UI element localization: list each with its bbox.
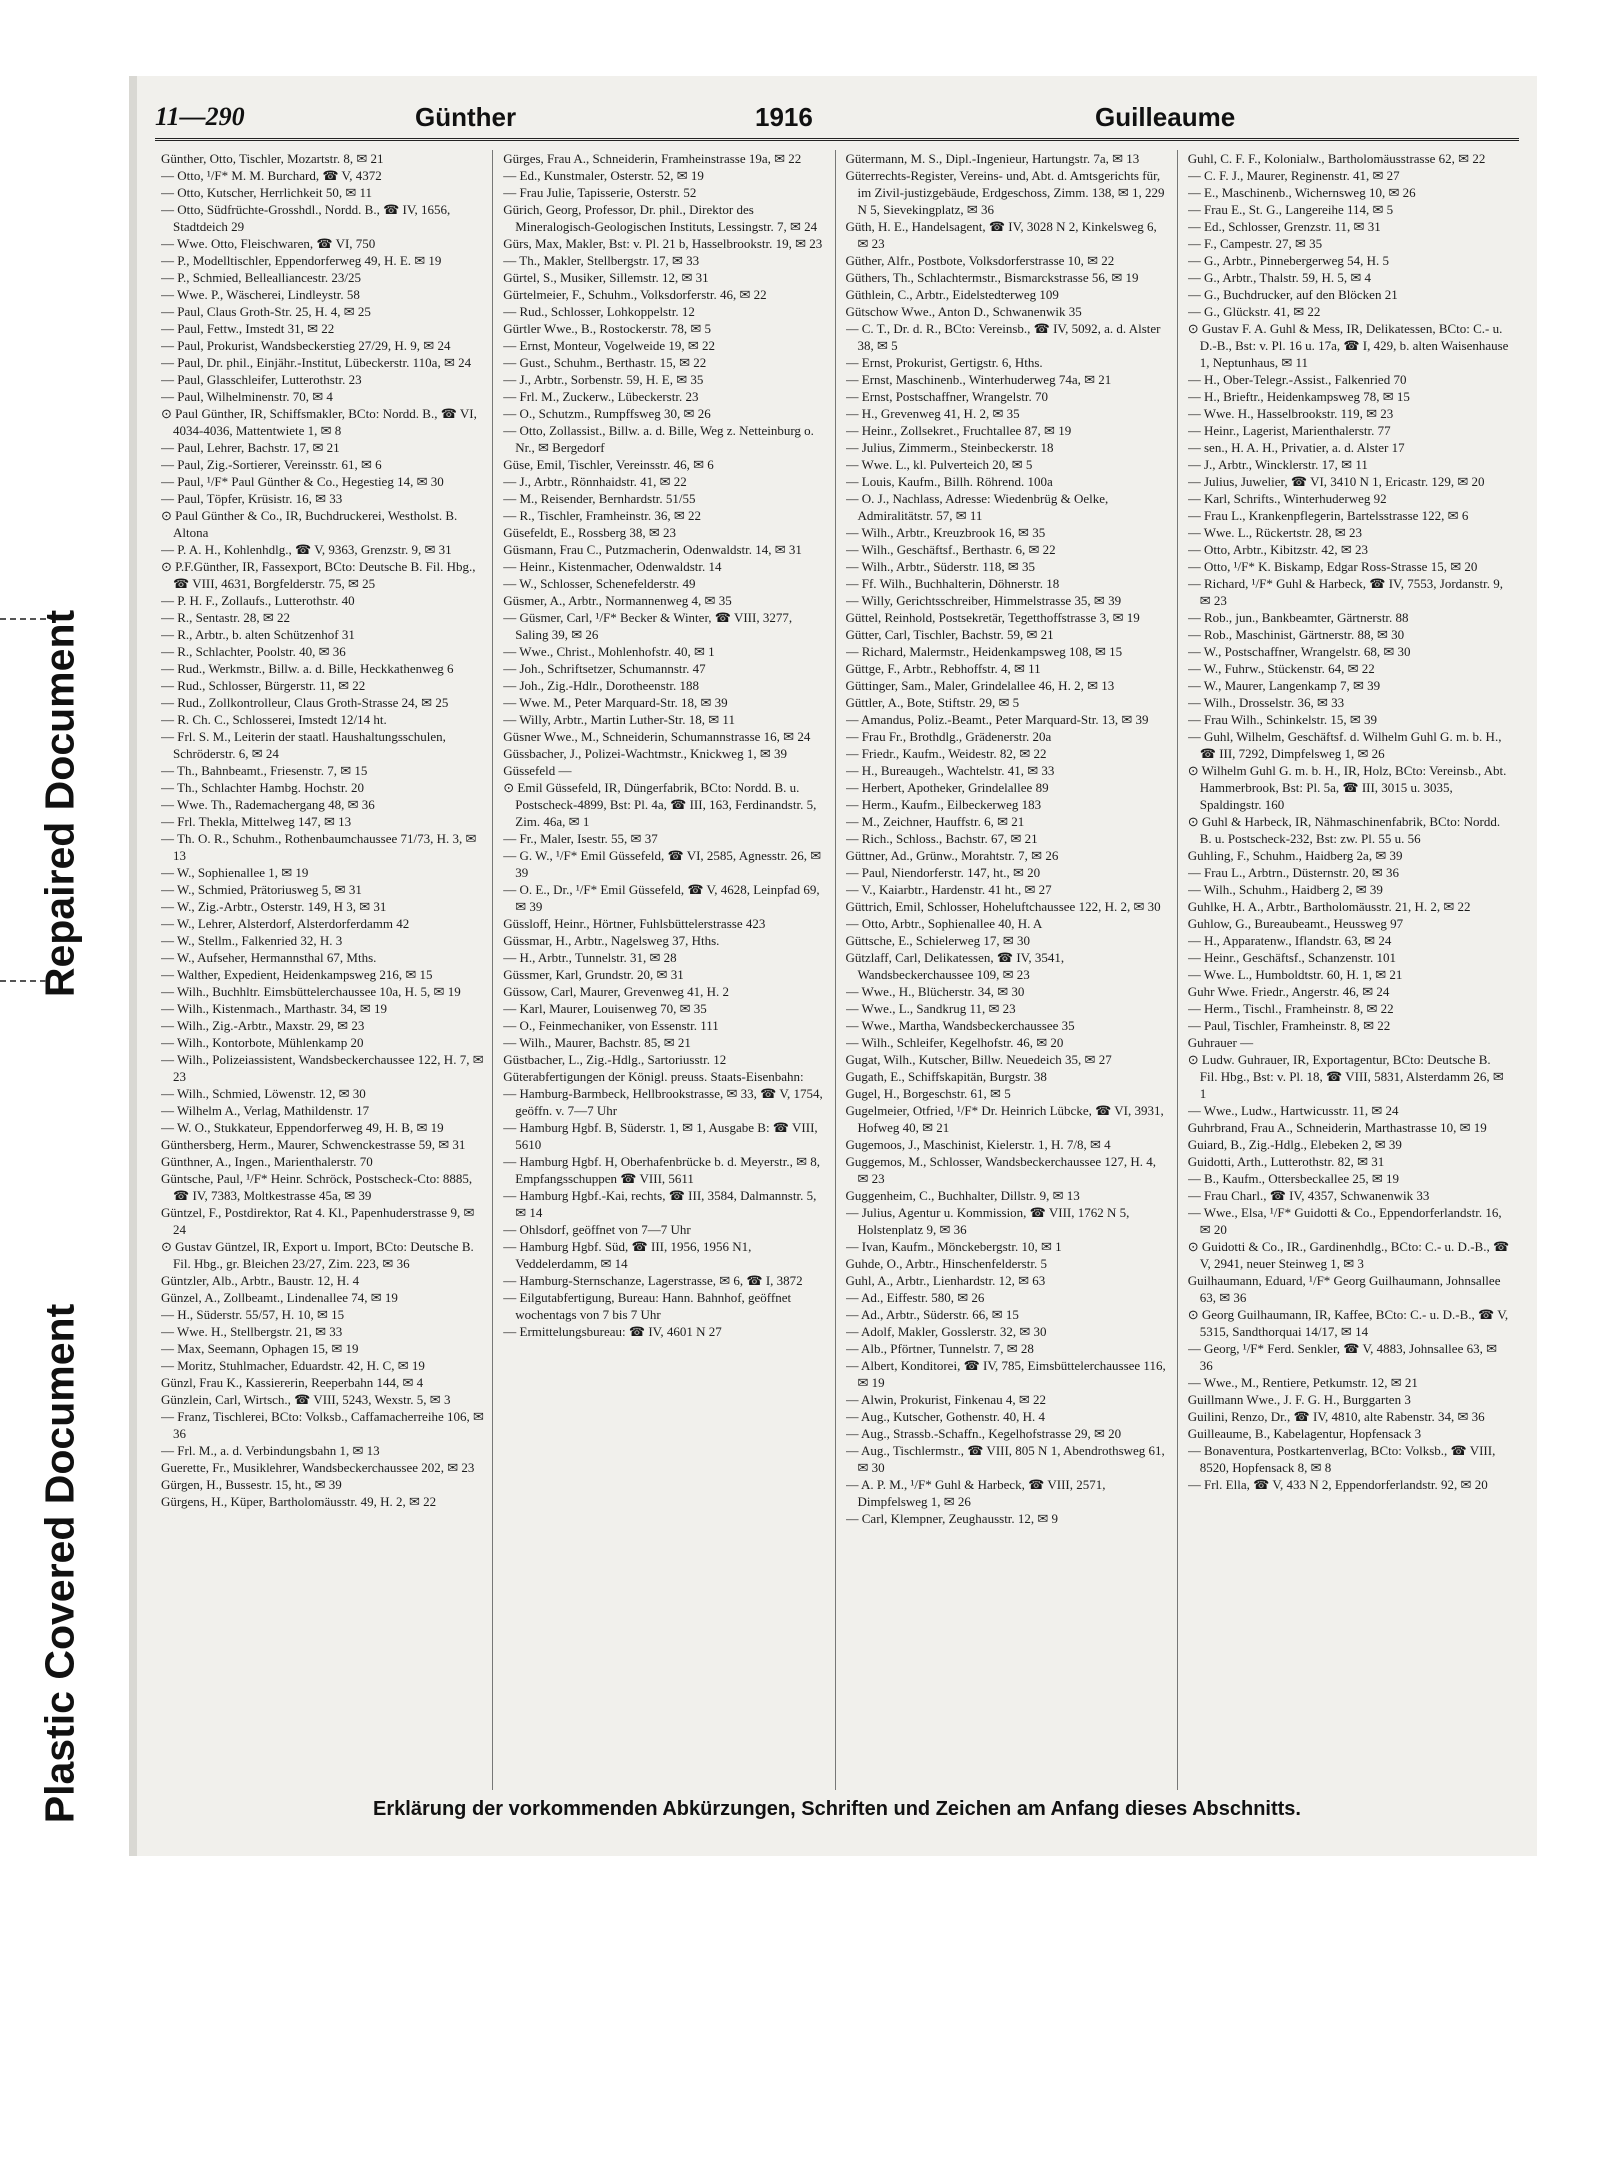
directory-entry: — Herm., Tischl., Framheinstr. 8, ✉ 22 bbox=[1187, 1001, 1394, 1016]
directory-entry: — H., Ober-Telegr.-Assist., Falkenried 70 bbox=[1187, 372, 1407, 387]
directory-entry: — Aug., Tischlermstr., ☎ VIII, 805 N 1, Abendrothsweg 61, ✉ 30 bbox=[845, 1443, 1165, 1475]
directory-entry: — W., Schmied, Prätoriusweg 5, ✉ 31 bbox=[161, 882, 362, 897]
directory-entry: Güttler, A., Bote, Stiftstr. 29, ✉ 5 bbox=[845, 695, 1020, 710]
directory-entry: — O., Schutzm., Rumpffsweg 30, ✉ 26 bbox=[503, 406, 711, 421]
directory-entry: — Frau Fr., Brothdlg., Grädenerstr. 20a bbox=[845, 729, 1052, 744]
directory-entry: ⊙ Ludw. Guhrauer, IR, Exportagentur, BCto: Deutsche B. Fil. Hbg., Bst: v. Pl. 18, ☎ VIII, 5831, Alsterdamm 26, ✉ 1 bbox=[1187, 1052, 1504, 1101]
column-4 bbox=[1188, 150, 1519, 1790]
directory-entry: — Willy, Arbtr., Martin Luther-Str. 18, ✉ 11 bbox=[503, 712, 735, 727]
dashed-marker bbox=[0, 980, 46, 982]
directory-entry: — R., Schlachter, Poolstr. 40, ✉ 36 bbox=[161, 644, 346, 659]
directory-entry: — W., Maurer, Langenkamp 7, ✉ 39 bbox=[1187, 678, 1381, 693]
directory-entry: — Otto, Zollassist., Billw. a. d. Bille, Weg z. Netteinburg o. Nr., ✉ Bergedorf bbox=[503, 423, 814, 455]
directory-entry: Güther, Alfr., Postbote, Volksdorferstrasse 10, ✉ 22 bbox=[845, 253, 1115, 268]
directory-entry: — Alb., Pförtner, Tunnelstr. 7, ✉ 28 bbox=[845, 1341, 1034, 1356]
directory-entry: Gürtler Wwe., B., Rostockerstr. 78, ✉ 5 bbox=[503, 321, 712, 336]
directory-entry: — W., Fuhrw., Stückenstr. 64, ✉ 22 bbox=[1187, 661, 1375, 676]
directory-entry: Güsner Wwe., M., Schneiderin, Schumannstrasse 16, ✉ 24 bbox=[503, 729, 811, 744]
directory-entry: — W. O., Stukkateur, Eppendorferweg 49, H. B, ✉ 19 bbox=[161, 1120, 444, 1135]
directory-entry: Guilini, Renzo, Dr., ☎ IV, 4810, alte Rabenstr. 34, ✉ 36 bbox=[1187, 1409, 1485, 1424]
directory-entry: Güterrechts-Register, Vereins- und, Abt. d. Amtsgerichts für, im Zivil-justizgebäude, Erdgeschoss, Zimm. 138, ✉ 1, 229 N 5, Sievekingplatz, ✉ 36 bbox=[845, 168, 1165, 217]
directory-entry: Güsefeldt, E., Rossberg 38, ✉ 23 bbox=[503, 525, 677, 540]
directory-entry: — Joh., Zig.-Hdlr., Dorotheenstr. 188 bbox=[503, 678, 699, 693]
header-left-name: Günther bbox=[415, 102, 517, 132]
directory-entry: Guhde, O., Arbtr., Hinschenfelderstr. 5 bbox=[845, 1256, 1047, 1271]
directory-entry: — G. W., ¹/F* Emil Güssefeld, ☎ VI, 2585, Agnesstr. 26, ✉ 39 bbox=[503, 848, 822, 880]
directory-entry: Guhl, A., Arbtr., Lienhardstr. 12, ✉ 63 bbox=[845, 1273, 1046, 1288]
directory-entry: — Wilh., Arbtr., Kreuzbrook 16, ✉ 35 bbox=[845, 525, 1046, 540]
directory-entry: Gugemoos, J., Maschinist, Kielerstr. 1, H. 7/8, ✉ 4 bbox=[845, 1137, 1111, 1152]
directory-entry: Gürgen, H., Bussestr. 15, ht., ✉ 39 bbox=[161, 1477, 342, 1492]
directory-entry: — Wwe. Otto, Fleischwaren, ☎ VI, 750 bbox=[161, 236, 376, 251]
directory-entry: ⊙ Georg Guilhaumann, IR, Kaffee, BCto: C.- u. D.-B., ☎ V, 5315, Sandthorquai 14/17, ✉ 14 bbox=[1187, 1307, 1509, 1339]
directory-entry: — Guhl, Wilhelm, Geschäftsf. d. Wilhelm Guhl G. m. b. H., ☎ III, 7292, Dimpfelsweg 1, ✉ 26 bbox=[1187, 729, 1502, 761]
directory-entry: — Karl, Maurer, Louisenweg 70, ✉ 35 bbox=[503, 1001, 707, 1016]
directory-entry: — Paul, Wilhelminenstr. 70, ✉ 4 bbox=[161, 389, 333, 404]
directory-entry: — G., Arbtr., Pinnebergerweg 54, H. 5 bbox=[1187, 253, 1389, 268]
directory-entry: — Ohlsdorf, geöffnet von 7—7 Uhr bbox=[503, 1222, 691, 1237]
directory-entry: — Adolf, Makler, Gosslerstr. 32, ✉ 30 bbox=[845, 1324, 1047, 1339]
directory-entry: Gürich, Georg, Professor, Dr. phil., Direktor des Mineralogisch-Geologischen Instituts, Lessingstr. 7, ✉ 24 bbox=[503, 202, 818, 234]
directory-entry: Guhl, C. F. F., Kolonialw., Bartholomäusstrasse 62, ✉ 22 bbox=[1187, 151, 1486, 166]
directory-entry: Gürtel, S., Musiker, Sillemstr. 12, ✉ 31 bbox=[503, 270, 709, 285]
directory-entry: — R., Sentastr. 28, ✉ 22 bbox=[161, 610, 290, 625]
directory-entry: Guilhaumann, Eduard, ¹/F* Georg Guilhaumann, Johnsallee 63, ✉ 36 bbox=[1187, 1273, 1501, 1305]
directory-entry: — W., Stellm., Falkenried 32, H. 3 bbox=[161, 933, 343, 948]
directory-entry: — Wilh., Schuhm., Haidberg 2, ✉ 39 bbox=[1187, 882, 1383, 897]
directory-entry: — Wilh., Schleifer, Kegelhofstr. 46, ✉ 20 bbox=[845, 1035, 1064, 1050]
directory-entry: — Wilh., Polizeiassistent, Wandsbeckerchaussee 122, H. 7, ✉ 23 bbox=[161, 1052, 484, 1084]
directory-entry: ⊙ Paul Günther, IR, Schiffsmakler, BCto: Nordd. B., ☎ VI, 4034-4036, Mattentwiete 1, ✉ 8 bbox=[161, 406, 477, 438]
directory-entry: — Frau L., Krankenpflegerin, Bartelsstrasse 122, ✉ 6 bbox=[1187, 508, 1469, 523]
directory-entry: — Ed., Kunstmaler, Osterstr. 52, ✉ 19 bbox=[503, 168, 704, 183]
directory-entry: Guhling, F., Schuhm., Haidberg 2a, ✉ 39 bbox=[1187, 848, 1403, 863]
directory-entry: — Wwe. H., Stellbergstr. 21, ✉ 33 bbox=[161, 1324, 343, 1339]
directory-entry: — P. A. H., Kohlenhdlg., ☎ V, 9363, Grenzstr. 9, ✉ 31 bbox=[161, 542, 452, 557]
directory-entry: — Th., Schlachter Hambg. Hochstr. 20 bbox=[161, 780, 365, 795]
directory-entry: — Otto, Arbtr., Sophienallee 40, H. A bbox=[845, 916, 1043, 931]
directory-entry: — Güsmer, Carl, ¹/F* Becker & Winter, ☎ VIII, 3277, Saling 39, ✉ 26 bbox=[503, 610, 793, 642]
directory-entry: — Frau Julie, Tapisserie, Osterstr. 52 bbox=[503, 185, 697, 200]
directory-entry: — Otto, ¹/F* K. Biskamp, Edgar Ross-Strasse 15, ✉ 20 bbox=[1187, 559, 1478, 574]
column-1 bbox=[161, 150, 493, 1790]
directory-entry: — M., Zeichner, Hauffstr. 6, ✉ 21 bbox=[845, 814, 1025, 829]
directory-entry: — Walther, Expedient, Heidenkampsweg 216, ✉ 15 bbox=[161, 967, 433, 982]
directory-entry: — P., Schmied, Bellealliancestr. 23/25 bbox=[161, 270, 362, 285]
directory-entry: — Paul, Prokurist, Wandsbeckerstieg 27/29, H. 9, ✉ 24 bbox=[161, 338, 451, 353]
directory-entry: Gütermann, M. S., Dipl.-Ingenieur, Hartungstr. 7a, ✉ 13 bbox=[845, 151, 1140, 166]
directory-entry: Guidotti, Arth., Lutterothstr. 82, ✉ 31 bbox=[1187, 1154, 1385, 1169]
directory-entry: Guilleaume, B., Kabelagentur, Hopfensack 3 bbox=[1187, 1426, 1422, 1441]
directory-entry: — Otto, ¹/F* M. M. Burchard, ☎ V, 4372 bbox=[161, 168, 382, 183]
directory-entry: Gützlaff, Carl, Delikatessen, ☎ IV, 3541, Wandsbeckerchaussee 109, ✉ 23 bbox=[845, 950, 1065, 982]
directory-entry: ⊙ Guidotti & Co., IR., Gardinenhdlg., BCto: C.- u. D.-B., ☎ V, 2941, neuer Steinweg 1, ✉ 3 bbox=[1187, 1239, 1510, 1271]
directory-entry: — Paul, Lehrer, Bachstr. 17, ✉ 21 bbox=[161, 440, 340, 455]
directory-entry: Guhr Wwe. Friedr., Angerstr. 46, ✉ 24 bbox=[1187, 984, 1390, 999]
directory-entry: — Wilh., Buchhltr. Eimsbüttelerchaussee 10a, H. 5, ✉ 19 bbox=[161, 984, 461, 999]
directory-entry: — Wwe. H., Hasselbrookstr. 119, ✉ 23 bbox=[1187, 406, 1394, 421]
directory-entry: — P., Modelltischler, Eppendorferweg 49, H. E. ✉ 19 bbox=[161, 253, 442, 268]
directory-entry: Güttel, Reinhold, Postsekretär, Tegetthoffstrasse 3, ✉ 19 bbox=[845, 610, 1140, 625]
directory-entry: — Frau Wilh., Schinkelstr. 15, ✉ 39 bbox=[1187, 712, 1377, 727]
directory-entry: — Wwe., M., Rentiere, Petkumstr. 12, ✉ 21 bbox=[1187, 1375, 1418, 1390]
directory-entry: — Rob., Maschinist, Gärtnerstr. 88, ✉ 30 bbox=[1187, 627, 1405, 642]
directory-entry: — Th., Makler, Stellbergstr. 17, ✉ 33 bbox=[503, 253, 700, 268]
directory-entry: — A. P. M., ¹/F* Guhl & Harbeck, ☎ VIII, 2571, Dimpfelsweg 1, ✉ 26 bbox=[845, 1477, 1106, 1509]
directory-entry: — R., Arbtr., b. alten Schützenhof 31 bbox=[161, 627, 355, 642]
directory-entry: — Wilh., Kistenmach., Marthastr. 34, ✉ 19 bbox=[161, 1001, 388, 1016]
directory-entry: Güsmann, Frau C., Putzmacherin, Odenwaldstr. 14, ✉ 31 bbox=[503, 542, 802, 557]
directory-entry: — Otto, Kutscher, Herrlichkeit 50, ✉ 11 bbox=[161, 185, 372, 200]
directory-entry: — Ad., Arbtr., Süderstr. 66, ✉ 15 bbox=[845, 1307, 1019, 1322]
directory-entry: — Wilh., Zig.-Arbtr., Maxstr. 29, ✉ 23 bbox=[161, 1018, 365, 1033]
directory-entry: Güthlein, C., Arbtr., Eidelstedterweg 109 bbox=[845, 287, 1059, 302]
directory-entry: Gürtelmeier, F., Schuhm., Volksdorferstr. 46, ✉ 22 bbox=[503, 287, 767, 302]
directory-entry: — Karl, Schrifts., Winterhuderweg 92 bbox=[1187, 491, 1387, 506]
directory-entry: — Aug., Strassb.-Schaffn., Kegelhofstrasse 29, ✉ 20 bbox=[845, 1426, 1122, 1441]
directory-entry: Gürgens, H., Küper, Bartholomäusstr. 49, H. 2, ✉ 22 bbox=[161, 1494, 437, 1509]
directory-entry: — Ad., Eiffestr. 580, ✉ 26 bbox=[845, 1290, 985, 1305]
directory-entry: — C. T., Dr. d. R., BCto: Vereinsb., ☎ IV, 5092, a. d. Alster 38, ✉ 5 bbox=[845, 321, 1161, 353]
directory-entry: — H., Bureaugeh., Wachtelstr. 41, ✉ 33 bbox=[845, 763, 1055, 778]
directory-entry: Gugel, H., Borgeschstr. 61, ✉ 5 bbox=[845, 1086, 1011, 1101]
directory-entry: ⊙ Guhl & Harbeck, IR, Nähmaschinenfabrik, BCto: Nordd. B. u. Postscheck-232, Bst: zw. Pl. 55 u. 56 bbox=[1187, 814, 1501, 846]
directory-entry: — Wwe. L., Humboldtstr. 60, H. 1, ✉ 21 bbox=[1187, 967, 1403, 982]
directory-entry: — Ermittelungsbureau: ☎ IV, 4601 N 27 bbox=[503, 1324, 722, 1339]
directory-entry: — Paul, Niendorferstr. 147, ht., ✉ 20 bbox=[845, 865, 1041, 880]
directory-entry: — Albert, Konditorei, ☎ IV, 785, Eimsbüttelerchaussee 116, ✉ 19 bbox=[845, 1358, 1166, 1390]
directory-entry: — Wilh., Geschäftsf., Berthastr. 6, ✉ 22 bbox=[845, 542, 1056, 557]
directory-entry: — Paul, Tischler, Framheinstr. 8, ✉ 22 bbox=[1187, 1018, 1391, 1033]
directory-entry: — Moritz, Stuhlmacher, Eduardstr. 42, H. C, ✉ 19 bbox=[161, 1358, 425, 1373]
directory-entry: Guillmann Wwe., J. F. G. H., Burggarten 3 bbox=[1187, 1392, 1411, 1407]
directory-entry: ⊙ Paul Günther & Co., IR, Buchdruckerei, Westholst. B. Altona bbox=[161, 508, 458, 540]
directory-entry: — Willy, Gerichtsschreiber, Himmelstrasse 35, ✉ 39 bbox=[845, 593, 1122, 608]
directory-entry: — H., Brieftr., Heidenkampsweg 78, ✉ 15 bbox=[1187, 389, 1410, 404]
directory-entry: — Eilgutabfertigung, Bureau: Hann. Bahnhof, geöffnet wochentags von 7 bis 7 Uhr bbox=[503, 1290, 792, 1322]
directory-entry: — Wilh., Schmied, Löwenstr. 12, ✉ 30 bbox=[161, 1086, 366, 1101]
page-header bbox=[155, 98, 1519, 141]
header-right-name: Guilleaume bbox=[1095, 102, 1236, 132]
directory-entry: — Rud., Werkmstr., Billw. a. d. Bille, Heckkathenweg 6 bbox=[161, 661, 454, 676]
directory-entry: — G., Buchdrucker, auf den Blöcken 21 bbox=[1187, 287, 1398, 302]
directory-entry: — Wwe., Ludw., Hartwicusstr. 11, ✉ 24 bbox=[1187, 1103, 1399, 1118]
directory-entry: — W., Postschaffner, Wrangelstr. 68, ✉ 30 bbox=[1187, 644, 1411, 659]
directory-entry: Guiard, B., Zig.-Hdlg., Elebeken 2, ✉ 39 bbox=[1187, 1137, 1402, 1152]
directory-entry: — Paul, Claus Groth-Str. 25, H. 4, ✉ 25 bbox=[161, 304, 371, 319]
directory-entry: Gugath, E., Schiffskapitän, Burgstr. 38 bbox=[845, 1069, 1047, 1084]
directory-entry: — Ff. Wilh., Buchhalterin, Döhnerstr. 18 bbox=[845, 576, 1060, 591]
directory-entry: Güntsche, Paul, ¹/F* Heinr. Schröck, Postscheck-Cto: 8885, ☎ IV, 7383, Moltkestrasse 45a, ✉ 39 bbox=[161, 1171, 473, 1203]
directory-entry: — J., Arbtr., Wincklerstr. 17, ✉ 11 bbox=[1187, 457, 1368, 472]
directory-entry: Guhrauer — bbox=[1187, 1035, 1254, 1050]
directory-entry: — Wwe. M., Peter Marquard-Str. 18, ✉ 39 bbox=[503, 695, 728, 710]
directory-columns bbox=[161, 150, 1519, 1790]
directory-entry: — Paul, Fettw., Imstedt 31, ✉ 22 bbox=[161, 321, 335, 336]
directory-entry: — Rich., Schloss., Bachstr. 67, ✉ 21 bbox=[845, 831, 1038, 846]
directory-entry: ⊙ Emil Güssefeld, IR, Düngerfabrik, BCto: Nordd. B. u. Postscheck-4899, Bst: Pl. 4a, ☎ III, 163, Ferdinandstr. 5, Zim. 46a, ✉ 1 bbox=[503, 780, 817, 829]
directory-entry: Güthers, Th., Schlachtermstr., Bismarckstrasse 56, ✉ 19 bbox=[845, 270, 1139, 285]
directory-entry: — Alwin, Prokurist, Finkenau 4, ✉ 22 bbox=[845, 1392, 1046, 1407]
directory-entry: — J., Arbtr., Rönnhaidstr. 41, ✉ 22 bbox=[503, 474, 687, 489]
directory-entry: — Rud., Schlosser, Lohkoppelstr. 12 bbox=[503, 304, 695, 319]
directory-entry: — Fr., Maler, Isestr. 55, ✉ 37 bbox=[503, 831, 658, 846]
directory-entry: — R., Tischler, Framheinstr. 36, ✉ 22 bbox=[503, 508, 702, 523]
directory-entry: — sen., H. A. H., Privatier, a. d. Alster 17 bbox=[1187, 440, 1405, 455]
directory-entry: Gugat, Wilh., Kutscher, Billw. Neuedeich 35, ✉ 27 bbox=[845, 1052, 1112, 1067]
directory-entry: — H., Apparatenw., Iflandstr. 63, ✉ 24 bbox=[1187, 933, 1392, 948]
directory-entry: — Hamburg Hgbf.-Kai, rechts, ☎ III, 3584, Dalmannstr. 5, ✉ 14 bbox=[503, 1188, 817, 1220]
directory-entry: Gütter, Carl, Tischler, Bachstr. 59, ✉ 21 bbox=[845, 627, 1054, 642]
directory-entry: Güntzler, Alb., Arbtr., Baustr. 12, H. 4 bbox=[161, 1273, 360, 1288]
directory-entry: Güth, H. E., Handelsagent, ☎ IV, 3028 N 2, Kinkelsweg 6, ✉ 23 bbox=[845, 219, 1157, 251]
directory-entry: — Heinr., Zollsekret., Fruchtallee 87, ✉ 19 bbox=[845, 423, 1072, 438]
directory-entry: Güssbacher, J., Polizei-Wachtmstr., Knickweg 1, ✉ 39 bbox=[503, 746, 787, 761]
directory-entry: — Frl. M., Zuckerw., Lübeckerstr. 23 bbox=[503, 389, 699, 404]
directory-entry: Günther, Otto, Tischler, Mozartstr. 8, ✉ 21 bbox=[161, 151, 384, 166]
directory-entry: — Hamburg-Barmbeck, Hellbrookstrasse, ✉ 33, ☎ V, 1754, geöffn. v. 7—7 Uhr bbox=[503, 1086, 823, 1118]
directory-entry: — Frl. M., a. d. Verbindungsbahn 1, ✉ 13 bbox=[161, 1443, 380, 1458]
directory-entry: — Ivan, Kaufm., Mönckebergstr. 10, ✉ 1 bbox=[845, 1239, 1062, 1254]
column-3 bbox=[846, 150, 1178, 1790]
directory-entry: — Th. O. R., Schuhm., Rothenbaumchaussee 71/73, H. 3, ✉ 13 bbox=[161, 831, 477, 863]
directory-entry: Güssloff, Heinr., Hörtner, Fuhlsbüttelerstrasse 423 bbox=[503, 916, 766, 931]
directory-entry: Guhlke, H. A., Arbtr., Bartholomäusstr. 21, H. 2, ✉ 22 bbox=[1187, 899, 1471, 914]
directory-entry: — Friedr., Kaufm., Weidestr. 82, ✉ 22 bbox=[845, 746, 1047, 761]
directory-entry: Güssefeld — bbox=[503, 763, 572, 778]
directory-entry: — B., Kaufm., Ottersbeckallee 25, ✉ 19 bbox=[1187, 1171, 1400, 1186]
directory-entry: — H., Arbtr., Tunnelstr. 31, ✉ 28 bbox=[503, 950, 677, 965]
directory-entry: — Rud., Zollkontrolleur, Claus Groth-Strasse 24, ✉ 25 bbox=[161, 695, 449, 710]
directory-entry: — Julius, Zimmerm., Steinbeckerstr. 18 bbox=[845, 440, 1054, 455]
directory-entry: — Paul, Dr. phil., Einjähr.-Institut, Lübeckerstr. 110a, ✉ 24 bbox=[161, 355, 472, 370]
directory-entry: — Hamburg Hgbf. H, Oberhafenbrücke b. d. Meyerstr., ✉ 8, Empfangsschuppen ☎ VIII, 5611 bbox=[503, 1154, 821, 1186]
directory-entry: — Wwe., Elsa, ¹/F* Guidotti & Co., Eppendorferlandstr. 16, ✉ 20 bbox=[1187, 1205, 1502, 1237]
plastic-covered-label: Plastic Covered Document bbox=[36, 1303, 83, 1824]
directory-entry: ⊙ P.F.Günther, IR, Fassexport, BCto: Deutsche B. Fil. Hbg., ☎ VIII, 4631, Borgfelderstr. 75, ✉ 25 bbox=[161, 559, 476, 591]
directory-entry: — Paul, ¹/F* Paul Günther & Co., Hegestieg 14, ✉ 30 bbox=[161, 474, 444, 489]
directory-entry: — Heinr., Lagerist, Marienthalerstr. 77 bbox=[1187, 423, 1391, 438]
directory-entry: — Frau E., St. G., Langereihe 114, ✉ 5 bbox=[1187, 202, 1394, 217]
directory-entry: — Wilh., Arbtr., Süderstr. 118, ✉ 35 bbox=[845, 559, 1035, 574]
directory-entry: Güttsche, E., Schielerweg 17, ✉ 30 bbox=[845, 933, 1031, 948]
directory-entry: — H., Süderstr. 55/57, H. 10, ✉ 15 bbox=[161, 1307, 345, 1322]
directory-entry: Günzl, Frau K., Kassiererin, Reeperbahn 144, ✉ 4 bbox=[161, 1375, 424, 1390]
directory-entry: — Wwe., Martha, Wandsbeckerchaussee 35 bbox=[845, 1018, 1075, 1033]
directory-entry: — Ernst, Maschinenb., Winterhuderweg 74a, ✉ 21 bbox=[845, 372, 1112, 387]
directory-entry: — G., Glückstr. 41, ✉ 22 bbox=[1187, 304, 1321, 319]
directory-entry: — Paul, Glasschleifer, Lutterothstr. 23 bbox=[161, 372, 362, 387]
directory-entry: — V., Kaiarbtr., Hardenstr. 41 ht., ✉ 27 bbox=[845, 882, 1052, 897]
repaired-document-label: Repaired Document bbox=[36, 609, 83, 998]
directory-entry: — Heinr., Kistenmacher, Odenwaldstr. 14 bbox=[503, 559, 722, 574]
directory-entry: Güttge, F., Arbtr., Rebhoffstr. 4, ✉ 11 bbox=[845, 661, 1041, 676]
directory-entry: Gürs, Max, Makler, Bst: v. Pl. 21 b, Hasselbrookstr. 19, ✉ 23 bbox=[503, 236, 823, 251]
directory-entry: — J., Arbtr., Sorbenstr. 59, H. E, ✉ 35 bbox=[503, 372, 704, 387]
directory-entry: — G., Arbtr., Thalstr. 59, H. 5, ✉ 4 bbox=[1187, 270, 1372, 285]
directory-entry: — Wwe., Christ., Mohlenhofstr. 40, ✉ 1 bbox=[503, 644, 715, 659]
directory-entry: — H., Grevenweg 41, H. 2, ✉ 35 bbox=[845, 406, 1020, 421]
directory-entry: — Frl. Thekla, Mittelweg 147, ✉ 13 bbox=[161, 814, 352, 829]
directory-entry: — Amandus, Poliz.-Beamt., Peter Marquard-Str. 13, ✉ 39 bbox=[845, 712, 1149, 727]
directory-entry: Güse, Emil, Tischler, Vereinsstr. 46, ✉ 6 bbox=[503, 457, 714, 472]
directory-entry: — Wilhelm A., Verlag, Mathildenstr. 17 bbox=[161, 1103, 370, 1118]
directory-entry: — O., Feinmechaniker, von Essenstr. 111 bbox=[503, 1018, 719, 1033]
directory-entry: Güssmer, Karl, Grundstr. 20, ✉ 31 bbox=[503, 967, 684, 982]
header-year: 1916 bbox=[755, 102, 813, 132]
page-number: 11—290 bbox=[155, 102, 245, 131]
directory-entry: — Rob., jun., Bankbeamter, Gärtnerstr. 88 bbox=[1187, 610, 1409, 625]
directory-entry: — R. Ch. C., Schlosserei, Imstedt 12/14 ht. bbox=[161, 712, 387, 727]
directory-entry: — Ernst, Prokurist, Gertigstr. 6, Hths. bbox=[845, 355, 1043, 370]
directory-entry: — Rud., Schlosser, Bürgerstr. 11, ✉ 22 bbox=[161, 678, 366, 693]
directory-entry: Güttrich, Emil, Schlosser, Hoheluftchaussee 122, H. 2, ✉ 30 bbox=[845, 899, 1161, 914]
directory-entry: — W., Lehrer, Alsterdorf, Alsterdorferdamm 42 bbox=[161, 916, 410, 931]
directory-entry: — Ed., Schlosser, Grenzstr. 11, ✉ 31 bbox=[1187, 219, 1381, 234]
directory-entry: — Wwe. L., Rückertstr. 28, ✉ 23 bbox=[1187, 525, 1362, 540]
directory-entry: ⊙ Gustav F. A. Guhl & Mess, IR, Delikatessen, BCto: C.- u. D.-B., Bst: v. Pl. 16 u. 17a, ☎ I, 429, b. alten Waisenhause 1, Neptunhaus, ✉ 11 bbox=[1187, 321, 1509, 370]
directory-entry: — Herm., Kaufm., Eilbeckerweg 183 bbox=[845, 797, 1042, 812]
directory-entry: Güttinger, Sam., Maler, Grindelallee 46, H. 2, ✉ 13 bbox=[845, 678, 1115, 693]
directory-entry: ⊙ Gustav Güntzel, IR, Export u. Import, BCto: Deutsche B. Fil. Hbg., gr. Bleichen 23/27, Zim. 223, ✉ 36 bbox=[161, 1239, 474, 1271]
directory-entry: — C. F. J., Maurer, Reginenstr. 41, ✉ 27 bbox=[1187, 168, 1400, 183]
directory-entry: — Aug., Kutscher, Gothenstr. 40, H. 4 bbox=[845, 1409, 1046, 1424]
directory-entry: — Wwe., L., Sandkrug 11, ✉ 23 bbox=[845, 1001, 1016, 1016]
directory-entry: — P. H. F., Zollaufs., Lutterothstr. 40 bbox=[161, 593, 355, 608]
directory-entry: — Frl. Ella, ☎ V, 433 N 2, Eppendorferlandstr. 92, ✉ 20 bbox=[1187, 1477, 1488, 1492]
directory-entry: — Bonaventura, Postkartenverlag, BCto: Volksb., ☎ VIII, 8520, Hopfensack 8, ✉ 8 bbox=[1187, 1443, 1496, 1475]
directory-entry: — Richard, Malermstr., Heidenkampsweg 108, ✉ 15 bbox=[845, 644, 1123, 659]
directory-entry: Gürges, Frau A., Schneiderin, Framheinstrasse 19a, ✉ 22 bbox=[503, 151, 802, 166]
directory-entry: — Heinr., Geschäftsf., Schanzenstr. 101 bbox=[1187, 950, 1397, 965]
directory-entry: — Frl. S. M., Leiterin der staatl. Haushaltungsschulen, Schröderstr. 6, ✉ 24 bbox=[161, 729, 446, 761]
directory-entry: — Ernst, Monteur, Vogelweide 19, ✉ 22 bbox=[503, 338, 715, 353]
directory-entry: — Carl, Klempner, Zeughausstr. 12, ✉ 9 bbox=[845, 1511, 1059, 1526]
directory-entry: — Richard, ¹/F* Guhl & Harbeck, ☎ IV, 7553, Jordanstr. 9, ✉ 23 bbox=[1187, 576, 1503, 608]
directory-entry: Guggemos, M., Schlosser, Wandsbeckerchaussee 127, H. 4, ✉ 23 bbox=[845, 1154, 1156, 1186]
directory-entry: Güstbacher, L., Zig.-Hdlg., Sartoriusstr. 12 bbox=[503, 1052, 727, 1067]
directory-entry: Güssmar, H., Arbtr., Nagelsweg 37, Hths. bbox=[503, 933, 720, 948]
directory-entry: Günzel, A., Zollbeamt., Lindenallee 74, ✉ 19 bbox=[161, 1290, 398, 1305]
directory-entry: — Wwe. Th., Rademachergang 48, ✉ 36 bbox=[161, 797, 375, 812]
directory-entry: Güntzel, F., Postdirektor, Rat 4. Kl., Papenhuderstrasse 9, ✉ 24 bbox=[161, 1205, 475, 1237]
directory-entry: — W., Aufseher, Hermannsthal 67, Mths. bbox=[161, 950, 377, 965]
directory-entry: — Georg, ¹/F* Ferd. Senkler, ☎ V, 4883, Johnsallee 63, ✉ 36 bbox=[1187, 1341, 1497, 1373]
directory-entry: Gütschow Wwe., Anton D., Schwanenwik 35 bbox=[845, 304, 1082, 319]
side-label-area bbox=[20, 560, 100, 1860]
directory-entry: — Wilh., Drosselstr. 36, ✉ 33 bbox=[1187, 695, 1345, 710]
directory-entry: — Wilh., Kontorbote, Mühlenkamp 20 bbox=[161, 1035, 364, 1050]
directory-entry: Güsmer, A., Arbtr., Normannenweg 4, ✉ 35 bbox=[503, 593, 732, 608]
directory-entry: Guerette, Fr., Musiklehrer, Wandsbeckerchaussee 202, ✉ 23 bbox=[161, 1460, 475, 1475]
directory-entry: Guhrbrand, Frau A., Schneiderin, Marthastrasse 10, ✉ 19 bbox=[1187, 1120, 1487, 1135]
directory-entry: — Julius, Juwelier, ☎ VI, 3410 N 1, Ericastr. 129, ✉ 20 bbox=[1187, 474, 1485, 489]
page-footer: Erklärung der vorkommenden Abkürzungen, Schriften und Zeichen am Anfang dieses Abschnitts. bbox=[373, 1798, 1301, 1820]
directory-entry: — Hamburg Hgbf. Süd, ☎ III, 1956, 1956 N1, Veddelerdamm, ✉ 14 bbox=[503, 1239, 752, 1271]
directory-entry: — Otto, Südfrüchte-Grosshdl., Nordd. B., ☎ IV, 1656, Stadtdeich 29 bbox=[161, 202, 451, 234]
directory-entry: — W., Zig.-Arbtr., Osterstr. 149, H 3, ✉ 31 bbox=[161, 899, 387, 914]
directory-entry: — Joh., Schriftsetzer, Schumannstr. 47 bbox=[503, 661, 706, 676]
directory-entry: — Frau Charl., ☎ IV, 4357, Schwanenwik 33 bbox=[1187, 1188, 1430, 1203]
directory-entry: — Paul, Zig.-Sortierer, Vereinsstr. 61, ✉ 6 bbox=[161, 457, 382, 472]
directory-entry: — Frau L., Arbtrn., Düsternstr. 20, ✉ 36 bbox=[1187, 865, 1400, 880]
directory-entry: — F., Campestr. 27, ✉ 35 bbox=[1187, 236, 1323, 251]
directory-entry: — E., Maschinenb., Wichernsweg 10, ✉ 26 bbox=[1187, 185, 1416, 200]
column-2 bbox=[503, 150, 835, 1790]
directory-entry: — M., Reisender, Bernhardstr. 51/55 bbox=[503, 491, 696, 506]
directory-entry: — Hamburg Hgbf. B, Süderstr. 1, ✉ 1, Ausgabe B: ☎ VIII, 5610 bbox=[503, 1120, 818, 1152]
directory-entry: — Wwe. L., kl. Pulverteich 20, ✉ 5 bbox=[845, 457, 1033, 472]
directory-entry: — Otto, Arbtr., Kibitzstr. 42, ✉ 23 bbox=[1187, 542, 1369, 557]
directory-entry: — Th., Bahnbeamt., Friesenstr. 7, ✉ 15 bbox=[161, 763, 368, 778]
directory-entry: — Louis, Kaufm., Billh. Röhrend. 100a bbox=[845, 474, 1053, 489]
directory-entry: — Gust., Schuhm., Berthastr. 15, ✉ 22 bbox=[503, 355, 707, 370]
directory-entry: — Paul, Töpfer, Krüsistr. 16, ✉ 33 bbox=[161, 491, 343, 506]
directory-entry: Gugelmeier, Otfried, ¹/F* Dr. Heinrich Lübcke, ☎ VI, 3931, Hofweg 40, ✉ 21 bbox=[845, 1103, 1164, 1135]
directory-entry: — Franz, Tischlerei, BCto: Volksb., Caffamacherreihe 106, ✉ 36 bbox=[161, 1409, 484, 1441]
directory-entry: — Wwe. P., Wäscherei, Lindleystr. 58 bbox=[161, 287, 360, 302]
directory-entry: — Wwe., H., Blücherstr. 34, ✉ 30 bbox=[845, 984, 1025, 999]
directory-entry: — Wilh., Maurer, Bachstr. 85, ✉ 21 bbox=[503, 1035, 691, 1050]
directory-entry: Günzlein, Carl, Wirtsch., ☎ VIII, 5243, Wexstr. 5, ✉ 3 bbox=[161, 1392, 451, 1407]
directory-entry: — O. E., Dr., ¹/F* Emil Güssefeld, ☎ V, 4628, Leinpfad 69, ✉ 39 bbox=[503, 882, 820, 914]
directory-entry: Güterabfertigungen der Königl. preuss. Staats-Eisenbahn: bbox=[503, 1069, 804, 1084]
directory-entry: — Max, Seemann, Ophagen 15, ✉ 19 bbox=[161, 1341, 359, 1356]
directory-entry: — W., Schlosser, Schenefelderstr. 49 bbox=[503, 576, 696, 591]
scanned-page bbox=[137, 76, 1537, 1856]
directory-entry: Güssow, Carl, Maurer, Grevenweg 41, H. 2 bbox=[503, 984, 729, 999]
directory-entry: — Hamburg-Sternschanze, Lagerstrasse, ✉ 6, ☎ I, 3872 bbox=[503, 1273, 803, 1288]
directory-entry: — Julius, Agentur u. Kommission, ☎ VIII, 1762 N 5, Holstenplatz 9, ✉ 36 bbox=[845, 1205, 1130, 1237]
directory-entry: Günthersberg, Herm., Maurer, Schwenckestrasse 59, ✉ 31 bbox=[161, 1137, 466, 1152]
directory-entry: ⊙ Wilhelm Guhl G. m. b. H., IR, Holz, BCto: Vereinsb., Abt. Hammerbrook, Bst: Pl. 5a, ☎ III, 3015 u. 3035, Spaldingstr. 160 bbox=[1187, 763, 1507, 812]
directory-entry: Guhlow, G., Bureaubeamt., Heussweg 97 bbox=[1187, 916, 1404, 931]
directory-entry: — Herbert, Apotheker, Grindelallee 89 bbox=[845, 780, 1049, 795]
directory-entry: Günthner, A., Ingen., Marienthalerstr. 70 bbox=[161, 1154, 373, 1169]
directory-entry: — W., Sophienallee 1, ✉ 19 bbox=[161, 865, 309, 880]
directory-entry: Güttner, Ad., Grünw., Morahtstr. 7, ✉ 26 bbox=[845, 848, 1059, 863]
directory-entry: Guggenheim, C., Buchhalter, Dillstr. 9, ✉ 13 bbox=[845, 1188, 1080, 1203]
directory-entry: — O. J., Nachlass, Adresse: Wiedenbrüg & Oelke, Admiralitätstr. 57, ✉ 11 bbox=[845, 491, 1109, 523]
directory-entry: — Ernst, Postschaffner, Wrangelstr. 70 bbox=[845, 389, 1048, 404]
